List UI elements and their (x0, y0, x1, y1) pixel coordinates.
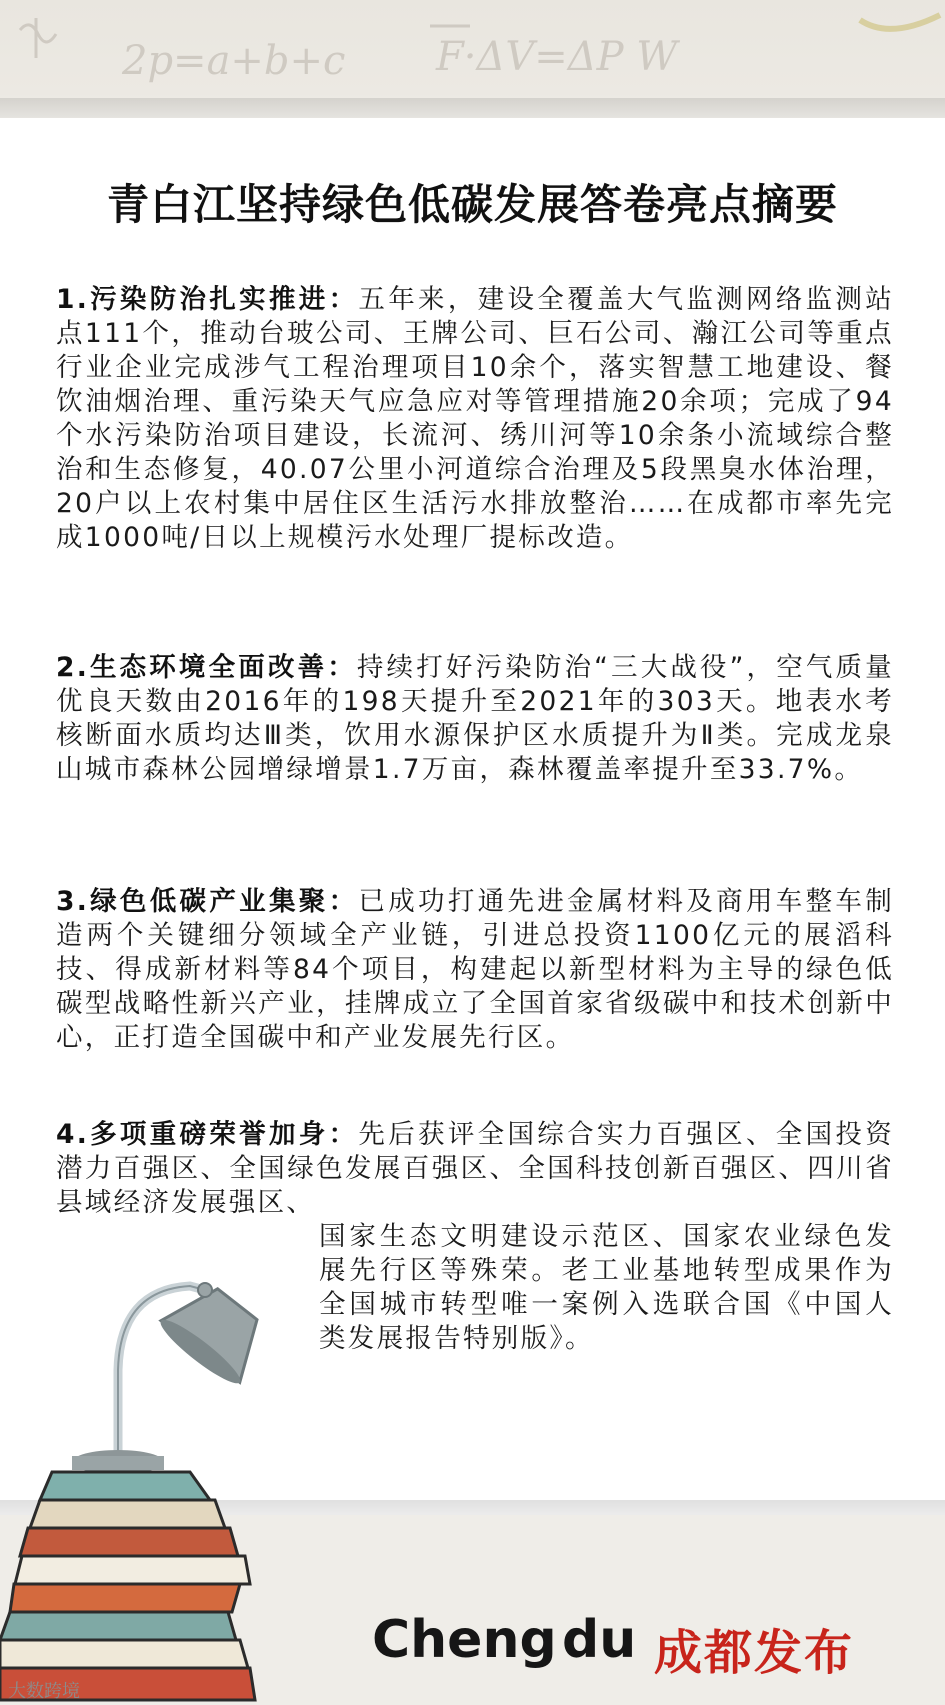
section-body: 已成功打通先进金属材料及商用车整车制造两个关键细分领域全产业链，引进总投资1100亿元的展滔科技、得成新材料等84个项目，构建起以新型材料为主导的绿色低碳型战略性新兴产业，挂牌成立了全国首家省级碳中和技术创新中心，正打造全国碳中和产业发展先行区。 (56, 886, 894, 1053)
formula-text: 2p=a+b+c (122, 38, 346, 84)
book-stack-icon (0, 1450, 300, 1705)
section-heading: 4.多项重磅荣誉加身： (56, 1119, 359, 1150)
section-heading: 1.污染防治扎实推进： (56, 284, 359, 315)
section-body: 先后获评全国综合实力百强区、全国投资潜力百强区、全国绿色发展百强区、全国科技创新百强区、四川省县域经济发展强区、 (56, 1119, 894, 1218)
chengdu-release-logo (372, 1610, 892, 1680)
watermark: 大数跨境 (8, 1681, 80, 1702)
section-3 (56, 885, 894, 1055)
section-body-continued: 国家生态文明建设示范区、国家农业绿色发展先行区等殊荣。老工业基地转型成果作为全国城市转型唯一案例入选联合国《中国人类发展报告特别版》。 (319, 1221, 894, 1354)
formula-text: F·ΔV=ΔP W (436, 34, 678, 80)
logo-chinese-text: 成都发布 (654, 1625, 855, 1681)
logo-latin-text: du (562, 1610, 637, 1670)
section-heading: 3.绿色低碳产业集聚： (56, 886, 359, 917)
section-body: 持续打好污染防治“三大战役”，空气质量优良天数由2016年的198天提升至2021年的303天。地表水考核断面水质均达Ⅲ类，饮用水源保护区水质提升为Ⅱ类。完成龙泉山城市森林公园增绿增景1.7万亩，森林覆盖率提升至33.7%。 (56, 652, 894, 785)
page-title: 青白江坚持绿色低碳发展答卷亮点摘要 (106, 180, 838, 229)
section-body: 五年来，建设全覆盖大气监测网络监测站点111个，推动台玻公司、王牌公司、巨石公司、瀚江公司等重点行业企业完成涉气工程治理项目10余个，落实智慧工地建设、餐饮油烟治理、重污染天气应急应对等管理措施20余项；完成了94个水污染防治项目建设，长流河、绣川河等10余条小流域综合整治和生态修复，40.07公里小河道综合治理及5段黑臭水体治理，20户以上农村集中居住区生活污水排放整治……在成都市率先完成1000吨/日以上规模污水处理厂提标改造。 (56, 284, 894, 553)
logo-latin-text: Cheng (372, 1610, 557, 1670)
section-1 (56, 283, 894, 555)
section-2 (56, 651, 894, 787)
section-heading: 2.生态环境全面改善： (56, 652, 357, 683)
